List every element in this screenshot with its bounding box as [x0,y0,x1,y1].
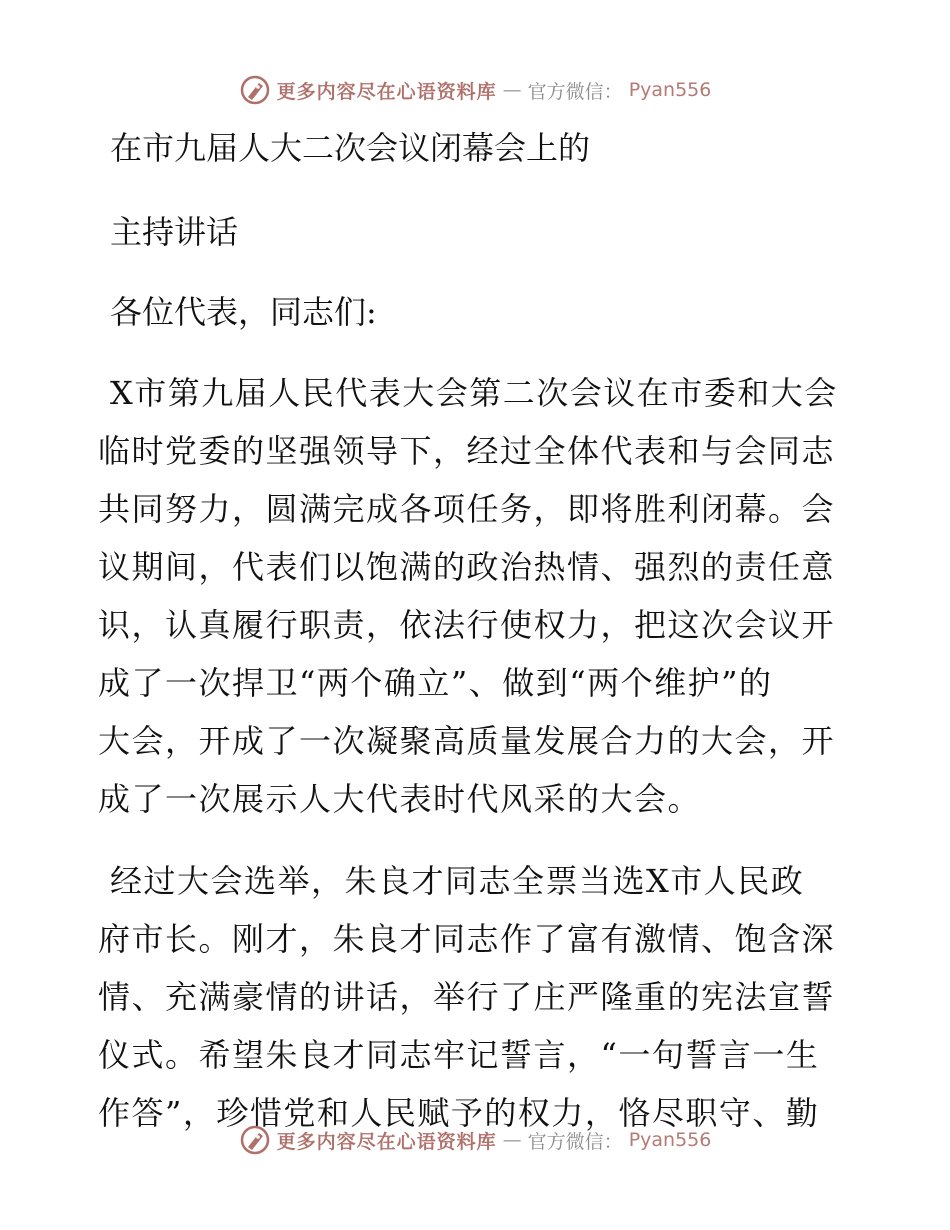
paragraph-1-line: 成了一次捍卫“两个确立”、做到“两个维护”的 [98,664,773,702]
paragraph-2 [98,852,858,1142]
paragraph-2-line: 作答”，珍惜党和人民赋予的权力，恪尽职守、勤 [98,1094,820,1132]
paragraph-1-line: 临时党委的坚强领导下，经过全体代表和与会同志 [98,432,836,470]
paragraph-2-line: 仪式。希望朱良才同志牢记誓言，“一句誓言一生 [98,1036,820,1074]
paragraph-1-line: 共同努力，圆满完成各项任务，即将胜利闭幕。会 [98,490,836,528]
document-body [98,120,858,1142]
watermark-account: Pyan556 [628,79,712,101]
greeting: 各位代表，同志们: [110,293,377,331]
watermark-account: Pyan556 [628,1129,712,1151]
title-line-1: 在市九届人大二次会议闭幕会上的 [110,129,591,167]
paragraph-2-line: 经过大会选举，朱良才同志全票当选X市人民政 [110,862,805,900]
footer-watermark [0,1122,950,1158]
paragraph-1-line: 成了一次展示人大代表时代风采的大会。 [98,780,702,818]
paragraph-1 [98,364,858,828]
paragraph-2-line: 府市长。刚才，朱良才同志作了富有激情、饱含深 [98,920,836,958]
watermark-label: 官方微信： [527,80,623,103]
paragraph-1-line: X市第九届人民代表大会第二次会议在市委和大会 [110,374,838,412]
watermark-text: 更多内容尽在心语资料库 [276,80,497,103]
paragraph-2-line: 情、充满豪情的讲话，举行了庄严隆重的宪法宣誓 [98,978,836,1016]
paragraph-1-line: 大会，开成了一次凝聚高质量发展合力的大会，开 [98,722,836,760]
watermark-text: 更多内容尽在心语资料库 [276,1130,497,1153]
paragraph-1-line: 议期间，代表们以饱满的政治热情、强烈的责任意 [98,548,836,586]
watermark-label: 官方微信： [527,1130,623,1153]
title-line-2: 主持讲话 [110,213,239,251]
watermark-dash: — [502,1129,522,1151]
watermark-dash: — [502,79,522,101]
pen-nib-icon [239,74,271,106]
paragraph-1-line: 识，认真履行职责，依法行使权力，把这次会议开 [98,606,836,644]
pen-nib-icon [239,1124,271,1156]
header-watermark [0,72,950,108]
